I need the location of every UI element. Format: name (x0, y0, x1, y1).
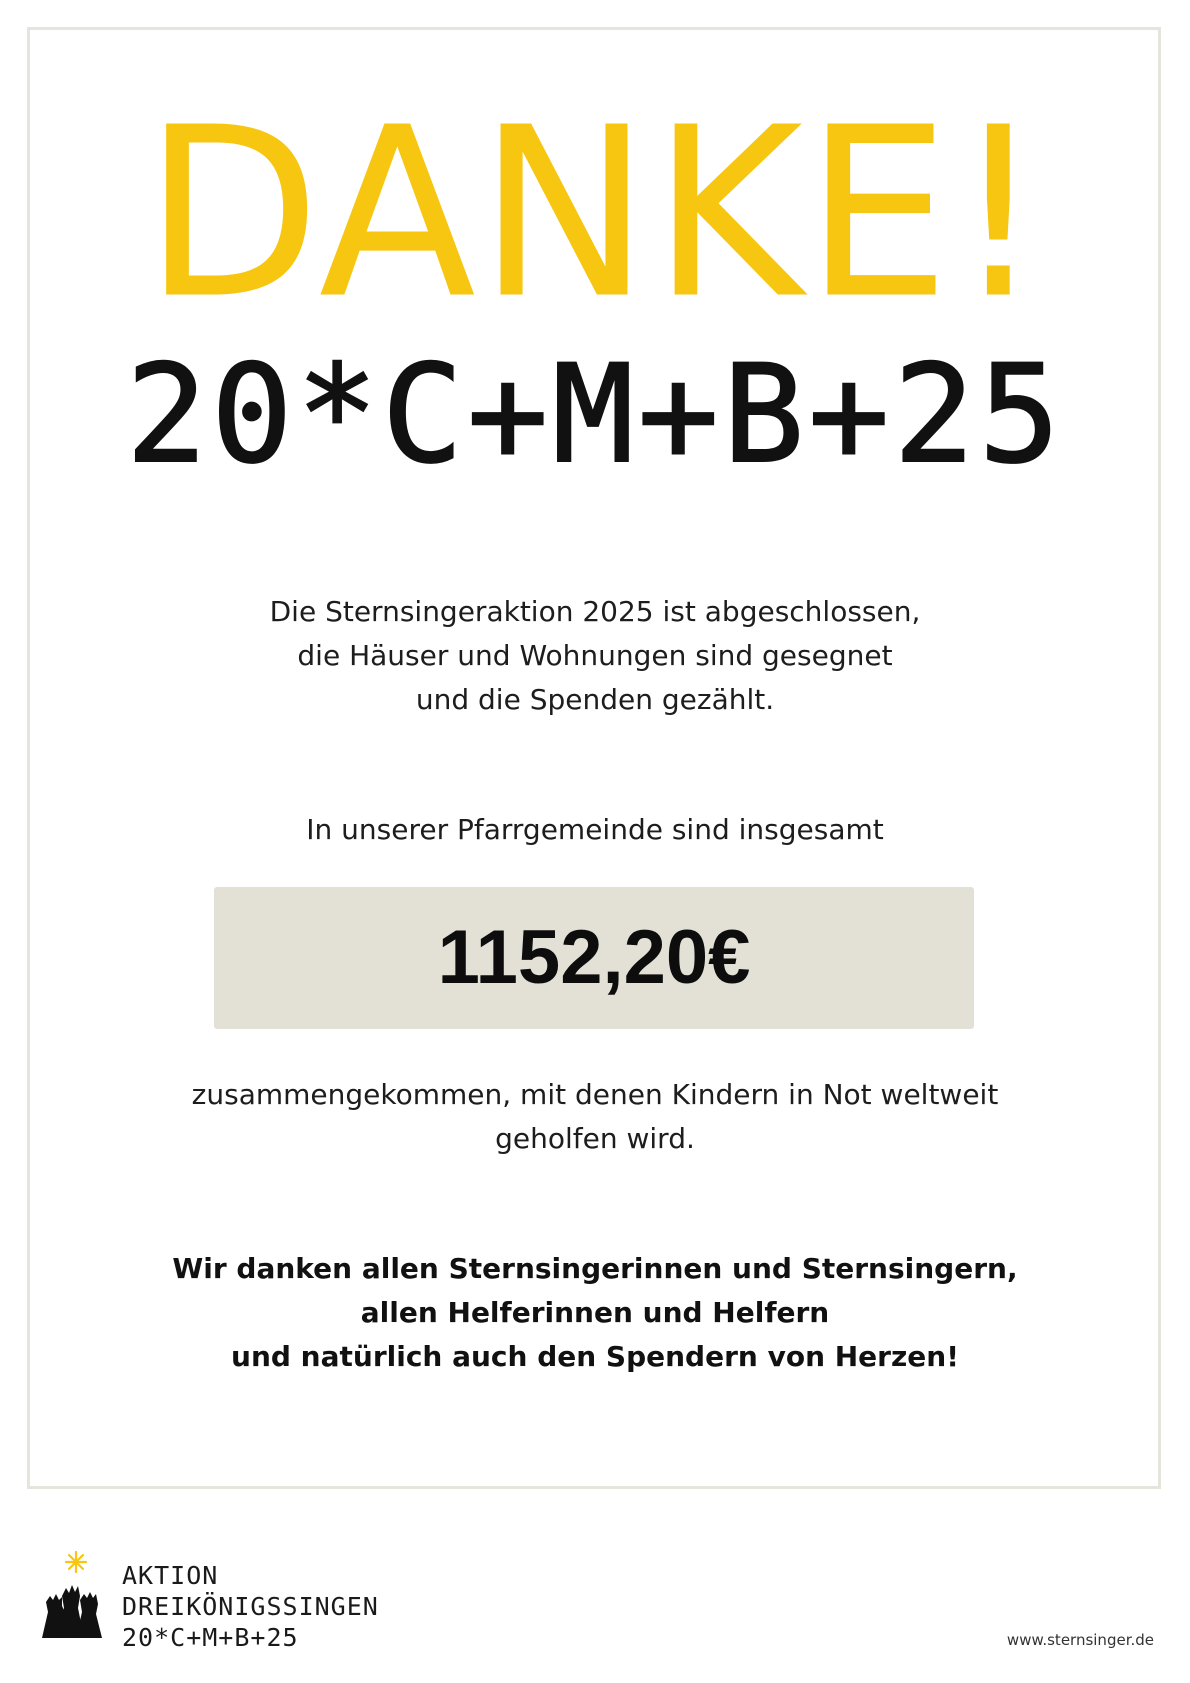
result-line: geholfen wird. (495, 1122, 695, 1155)
intro-line: und die Spenden gezählt. (415, 683, 775, 716)
intro-line: die Häuser und Wohnungen sind gesegnet (297, 639, 893, 672)
lead-in-text: In unserer Pfarrgemeinde sind insgesamt (306, 813, 884, 846)
amount-box (214, 887, 974, 1029)
result-line: zusammengekommen, mit denen Kindern in Not weltweit (191, 1078, 999, 1111)
thanks-line: und natürlich auch den Spendern von Herzen! (231, 1340, 959, 1373)
page-title: DANKE! (143, 78, 1047, 351)
intro-line: Die Sternsingeraktion 2025 ist abgeschlossen, (269, 595, 921, 628)
thanks-paragraph (0, 1247, 1190, 1379)
three-kings-star-logo-icon (40, 1550, 112, 1642)
thanks-line: allen Helferinnen und Helfern (360, 1296, 830, 1329)
logo-line: AKTION (122, 1561, 219, 1590)
logo-line: DREIKÖNIGSSINGEN (122, 1592, 379, 1621)
logo-wordmark (122, 1560, 379, 1653)
thanks-line: Wir danken allen Sternsingerinnen und Sternsingern, (172, 1252, 1018, 1285)
donation-amount: 1152,20€ (437, 915, 751, 1000)
website-link[interactable]: www.sternsinger.de (1006, 1631, 1154, 1649)
intro-paragraph (0, 590, 1190, 722)
campaign-logo (40, 1550, 379, 1652)
logo-line: 20*C+M+B+25 (122, 1623, 299, 1652)
result-paragraph (0, 1073, 1190, 1161)
blessing-formula: 20*C+M+B+25 (125, 336, 1065, 493)
